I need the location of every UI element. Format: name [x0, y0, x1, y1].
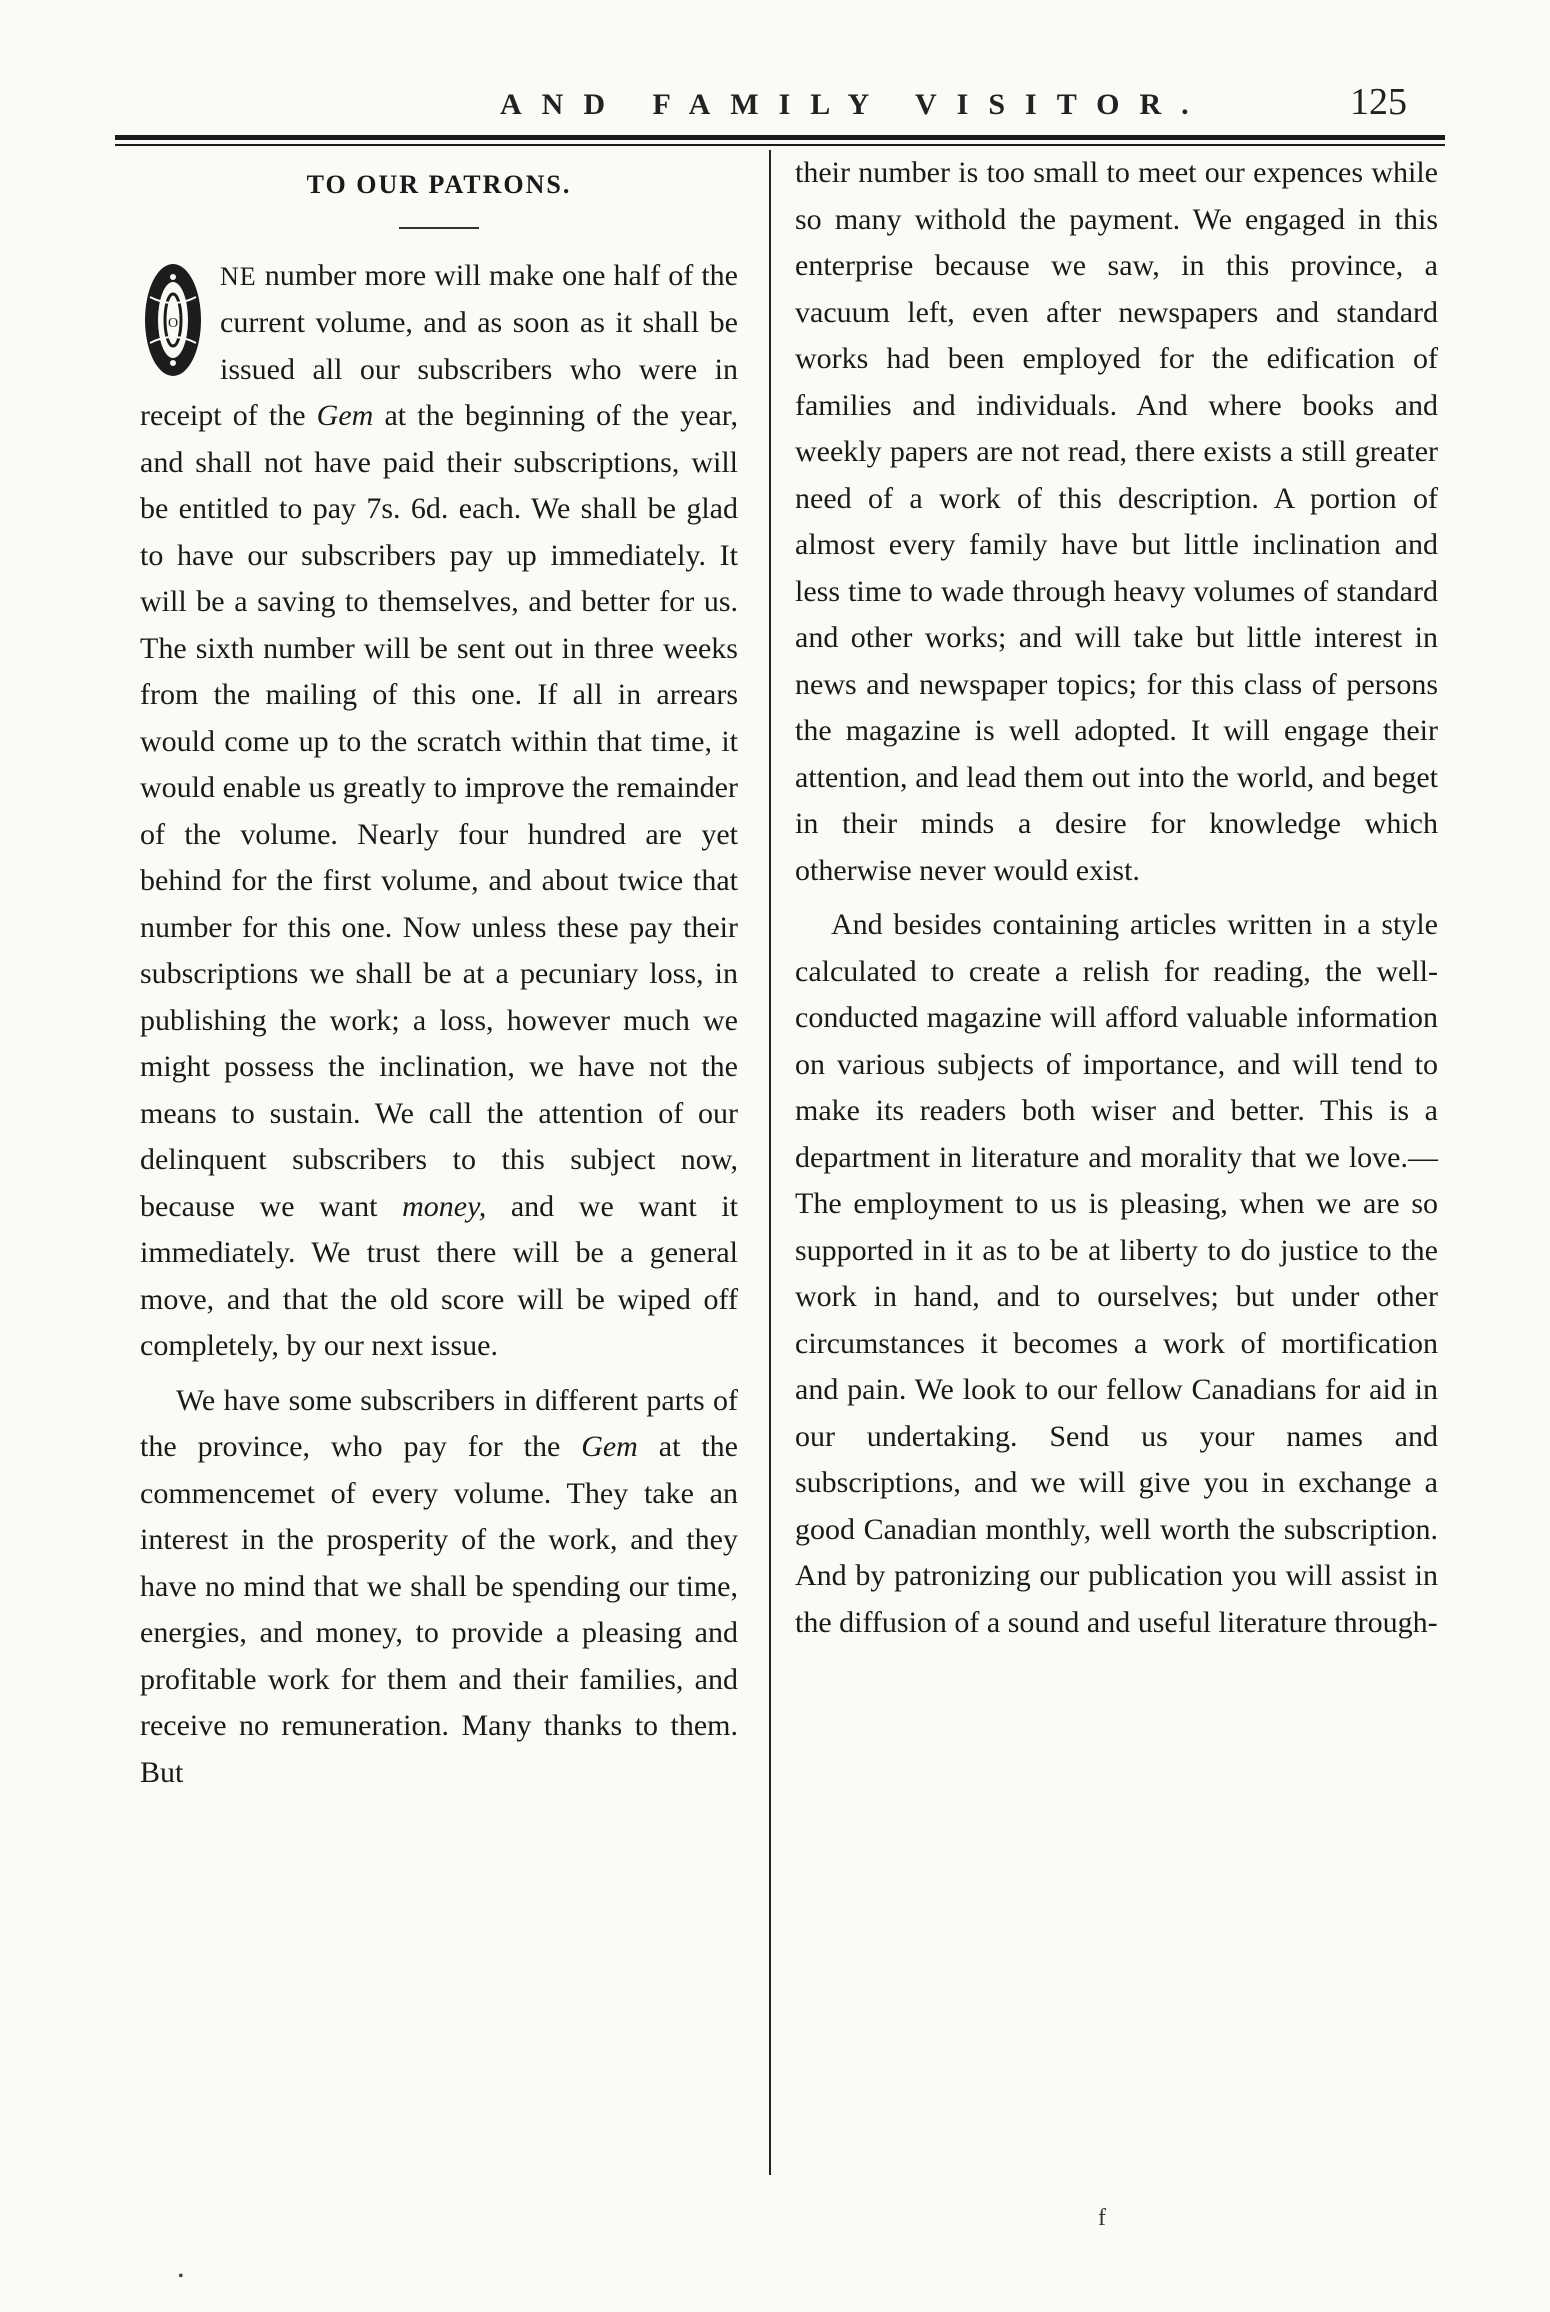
italic-money: money,	[402, 1189, 487, 1223]
svg-text:O: O	[167, 315, 179, 331]
right-column	[795, 150, 1438, 1654]
text-run: at the beginning of the year, and shall not have paid their subscriptions, will be entitled to pay 7s. 6d. each. We shall be glad to have our subscribers pay up immediately. It will be a saving to themselves, and better for us. The sixth number will be sent out in three weeks from the mailing of this one. If all in arrears would come up to the scratch within that time, it would enable us greatly to improve the remainder of the volume. Nearly four hundred are yet behind for the first volume, and about twice that number for this one. Now unless these pay their subscriptions we shall be at a pecuniary loss, in publishing the work; a loss, however much we might possess the inclination, we have not the means to sustain. We call the attention of our delinquent subscribers to this subject now, because we want	[140, 399, 738, 1223]
text-run: We have some subscribers in different parts of the province, who pay for the	[140, 1383, 738, 1463]
title-rule	[399, 227, 479, 229]
header-rule-thick	[115, 135, 1445, 140]
text-run: and we want it immediately. We trust there will be a general move, and that the old score will be wiped off completely, by our next issue.	[140, 1189, 739, 1362]
header-rule-thin	[115, 144, 1445, 146]
paragraph-3: their number is too small to meet our expences while so many withold the payment. We engaged in this enterprise because we saw, in this province, a vacuum left, even after newspapers and standard works had been employed for the edification of families and individuals. And where books and weekly papers are not read, there exists a still greater need of a work of this description. A portion of almost every family have but little inclination and less time to wade through heavy volumes of standard and other works; and will take but little interest in news and newspaper topics; for this class of persons the magazine is well adopted. It will engage their attention, and lead them out into the world, and beget in their minds a desire for knowledge which otherwise never would exist.	[795, 156, 1438, 887]
ornamental-drop-cap	[140, 257, 206, 383]
text-run: number more will make one half of the current volume, and as soon as it shall be issued all our subscribers who were in receipt of the	[140, 258, 738, 432]
left-column	[140, 150, 738, 1804]
text-run: at the commencemet of every volume. They take an interest in the prosperity of the work, and they have no mind that we shall be spending our time, energies, and money, to provide a pleasing and profitable work for them and their families, and receive no remuneration. Many thanks to them. But	[140, 1430, 738, 1789]
paragraph-4: And besides containing articles written in a style calculated to create a relish for reading, the well-conducted magazine will afford valuable information on various subjects of importance, and will tend to make its readers both wiser and better. This is a department in literature and morality that we love.—The employment to us is pleasing, when we are so supported in it as to be at liberty to do justice to the work in hand, and to ourselves; but under other circumstances it becomes a work of mortification and pain. We look to our fellow Canadians for aid in our undertaking. Send us your names and subscriptions, and we will give you in exchange a good Canadian monthly, well worth the subscription. And by patronizing our publication you will assist in the diffusion of a sound and useful literature through-	[795, 908, 1438, 1639]
running-head: AND FAMILY VISITOR.	[500, 88, 1209, 121]
italic-gem: Gem	[581, 1430, 638, 1463]
column-divider	[769, 150, 771, 2175]
page-number: 125	[1350, 81, 1407, 123]
footer-signature-mark: f	[1098, 2205, 1106, 2231]
paragraph-1	[140, 253, 738, 1370]
paragraph-2	[140, 1378, 738, 1797]
lead-word: NE	[220, 261, 257, 291]
footer-dot: •	[178, 2268, 184, 2285]
italic-gem: Gem	[316, 399, 374, 432]
article-title: TO OUR PATRONS.	[306, 170, 572, 199]
